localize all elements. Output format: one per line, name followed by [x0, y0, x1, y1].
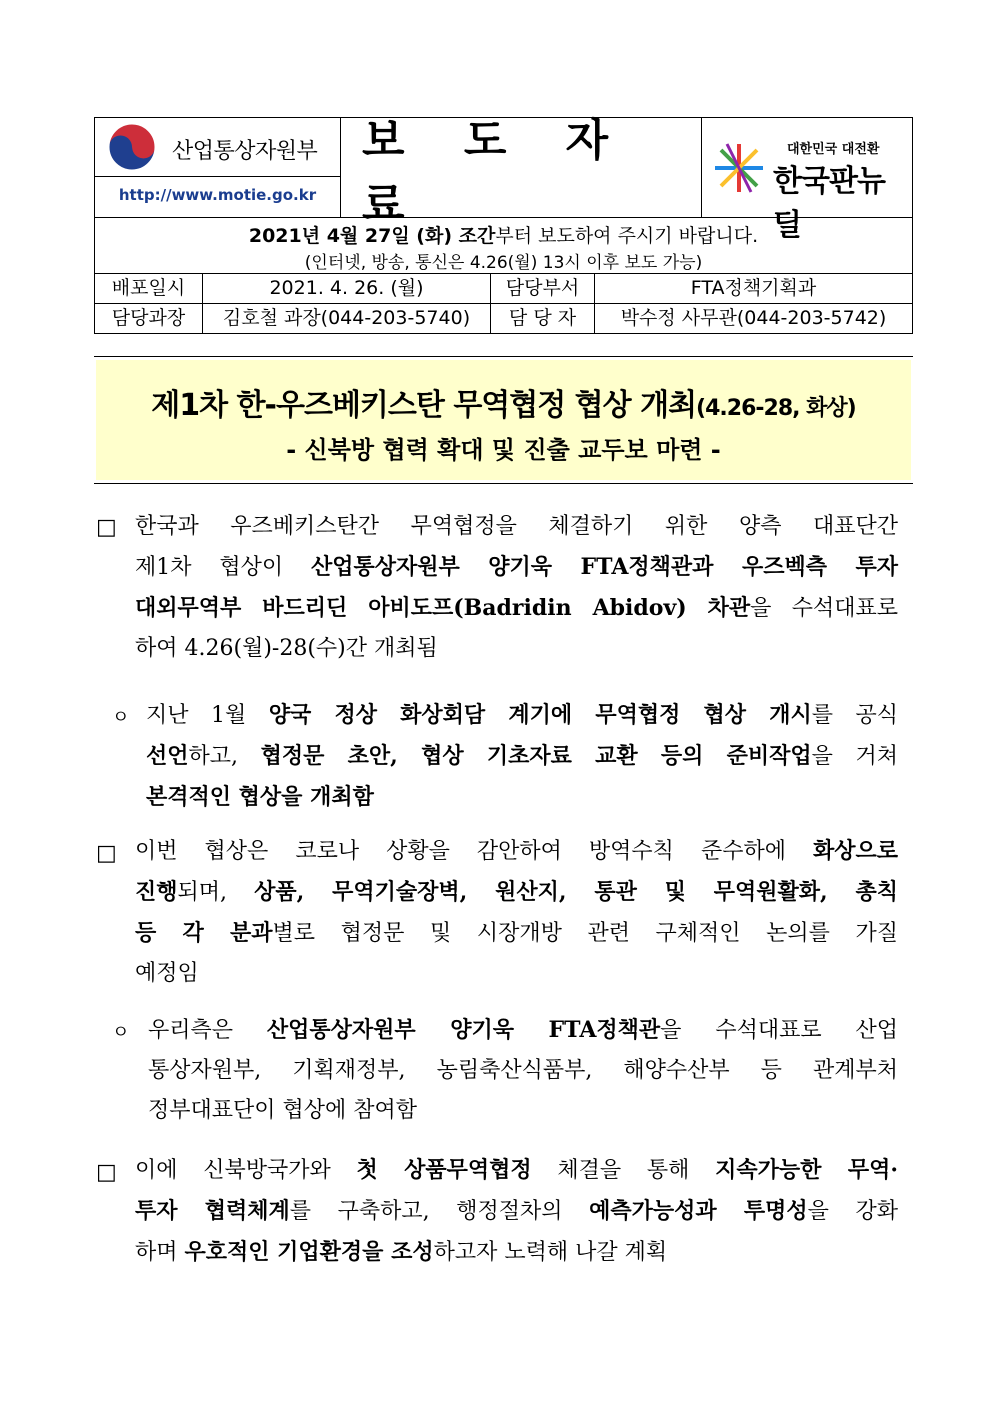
headline-subtitle: - 신북방 협력 확대 및 진출 교두보 마련 -: [286, 436, 721, 464]
info-row-1: [95, 273, 912, 304]
value-contact: 박수정 사무관(044-203-5742): [620, 307, 887, 329]
value-director: 김호철 과장(044-203-5740): [203, 303, 491, 333]
paragraph-1: 한국과 우즈베키스탄간 무역협정을 체결하기 위한 양측 대표단간 제1차 협상이 산업통상자원부 양기욱 FTA정책관과 우즈벡측 투자 대외무역부 바드리딘 아비도프(Badridin Abidov) 차관을 수석대표로 하여 4.26(월)-28(수)간 개최됨: [135, 514, 898, 661]
value-department: FTA정책기획과: [690, 277, 817, 299]
headline-title: 제1차 한-우즈베키스탄 무역협정 협상 개최(4.26-28, 화상): [151, 388, 856, 423]
paragraph-3: 이번 협상은 코로나 상황을 감안하여 방역수칙 준수하에 화상으로 진행되며, 상품, 무역기술장벽, 원산지, 통관 및 무역원활화, 총칙 등 각 분과별로 협정문 및 시장개방 관련 구체적인 논의를 가질 예정임: [135, 838, 899, 986]
ministry-url[interactable]: http://www.motie.go.kr: [118, 186, 317, 204]
new-deal-spark-icon: [709, 142, 769, 194]
paragraph-5: 이에 신북방국가와 첫 상품무역협정 체결을 통해 지속가능한 무역· 투자 협력체계를 구축하고, 행정절차의 예측가능성과 투명성을 강화 하며 우호적인 기업환경을 조성하고자 노력해 나갈 계획: [135, 1157, 899, 1265]
embargo-line: [95, 221, 912, 248]
paragraph-2: 지난 1월 양국 정상 화상회담 계기에 무역협정 협상 개시를 공식 선언하고, 협정문 초안, 협상 기초자료 교환 등의 준비작업을 거쳐 본격적인 협상을 개최함: [146, 702, 899, 810]
label-department: 담당부서: [491, 273, 595, 303]
embargo-note: (인터넷, 방송, 통신은 4.26(월) 13시 이후 보도 가능): [304, 253, 703, 273]
paragraph-4: 우리측은 산업통상자원부 양기욱 FTA정책관을 수석대표로 산업 통상자원부, 기획재정부, 농림축산식품부, 해양수산부 등 관계부처 정부대표단이 협상에 참여함: [148, 1017, 898, 1123]
new-deal-subtitle: 대한민국 대전환: [787, 142, 880, 157]
taegeuk-emblem-icon: [107, 122, 157, 172]
embargo-text: 부터 보도하여 주시기 바랍니다.: [495, 225, 759, 247]
square-bullet: □: [96, 1160, 117, 1185]
value-release-date: 2021. 4. 26. (월): [203, 273, 491, 303]
embargo-row: [95, 217, 912, 274]
ministry-logo: [95, 118, 340, 177]
info-row-2: [95, 303, 912, 333]
ministry-logo-cell: [95, 118, 341, 217]
banner-bottom-rule: [94, 483, 913, 484]
new-deal-name: 한국판뉴딜: [773, 164, 885, 243]
press-release-title: 보 도 자 료: [362, 114, 631, 230]
korean-new-deal-logo: [701, 118, 912, 243]
banner-top-rule: [94, 356, 913, 357]
label-director: 담당과장: [95, 303, 203, 333]
square-bullet: □: [96, 515, 117, 540]
press-header-table: [94, 114, 913, 334]
label-contact: 담 당 자: [491, 303, 595, 333]
headline-banner: [96, 360, 911, 480]
ministry-name: 산업통상자원부: [172, 139, 318, 164]
label-release-date: 배포일시: [95, 273, 203, 303]
square-bullet: □: [96, 841, 117, 866]
circle-bullet: ㅇ: [112, 707, 130, 728]
circle-bullet: ㅇ: [112, 1022, 130, 1043]
press-release-title-cell: [340, 114, 702, 230]
embargo-date: 2021년 4월 27일 (화) 조간: [248, 225, 496, 247]
